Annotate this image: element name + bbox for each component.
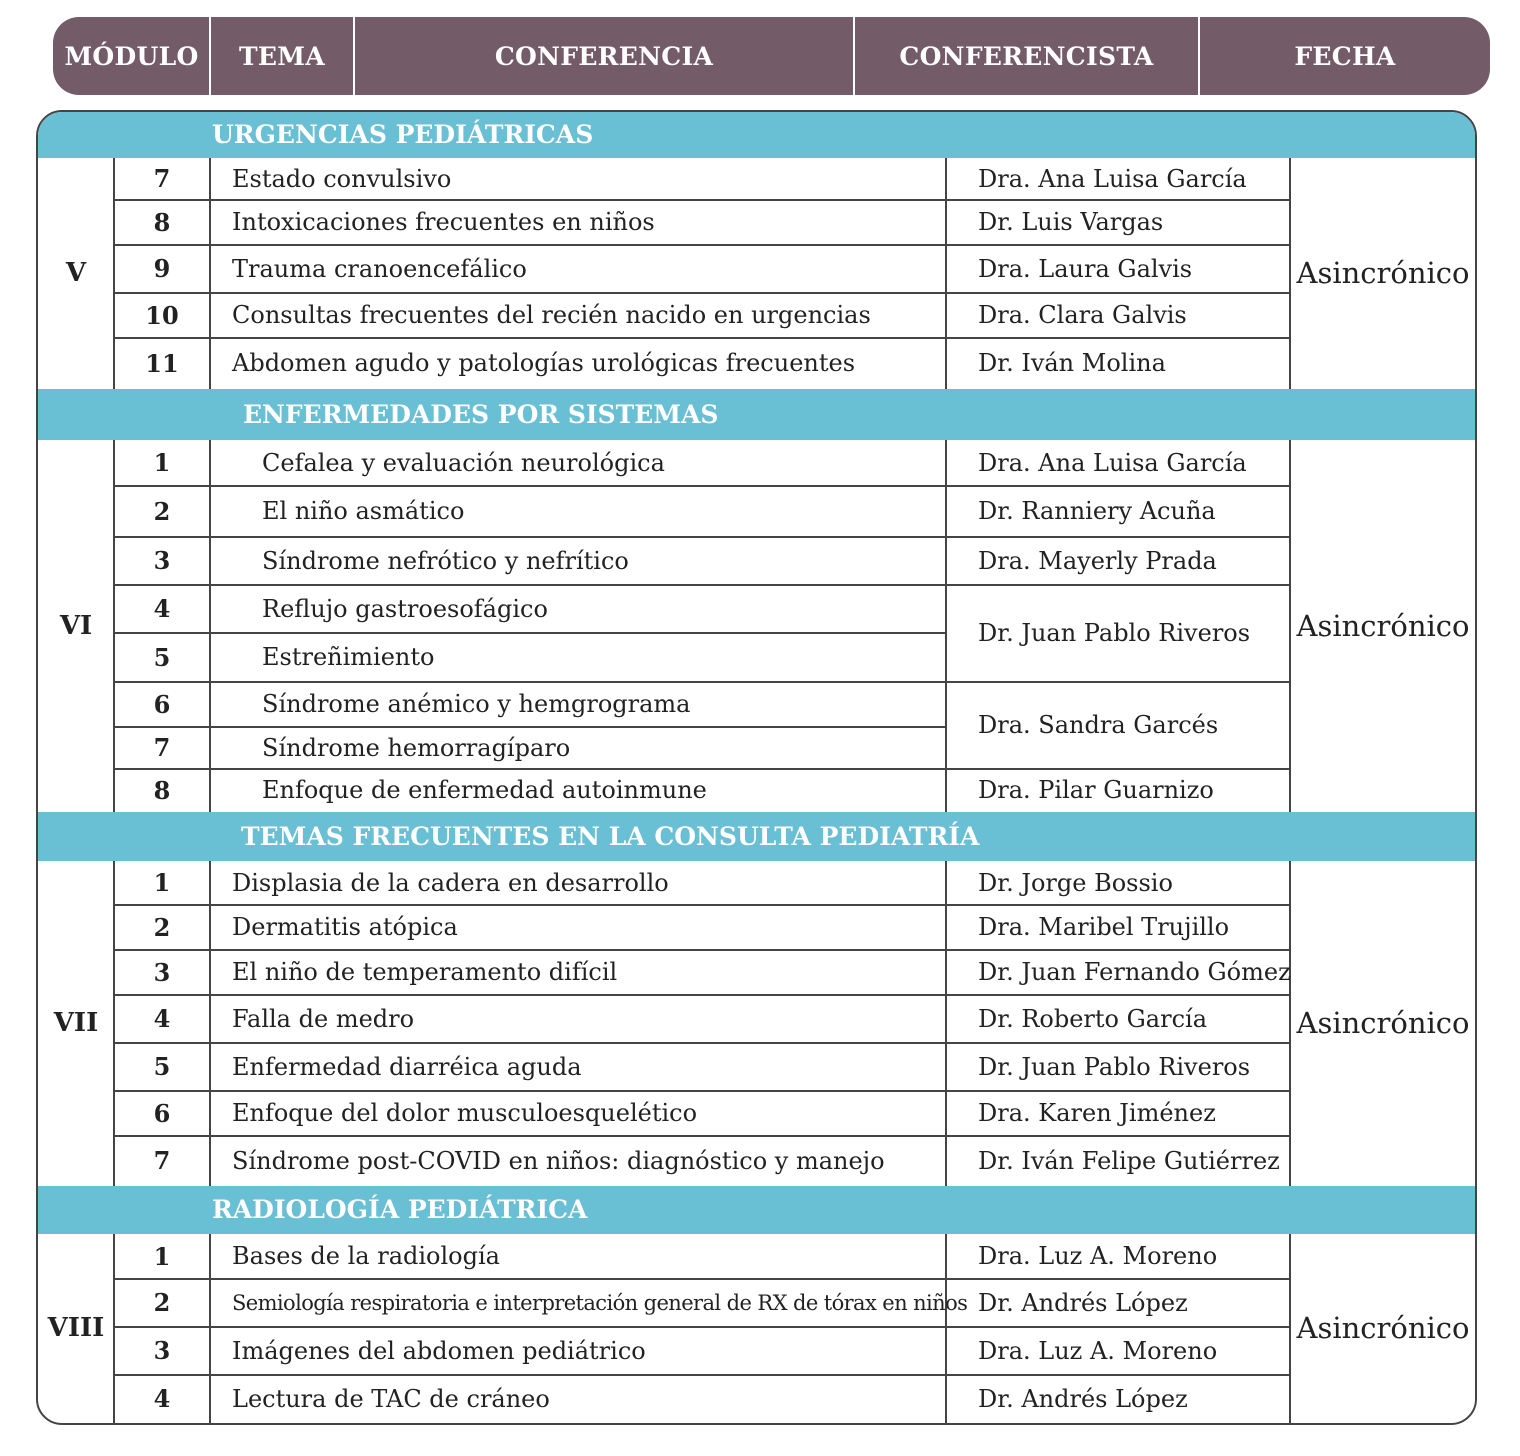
conference-title: Síndrome hemorragíparo — [262, 734, 571, 762]
header-modulo: MÓDULO — [64, 41, 199, 71]
tema-number: 10 — [145, 301, 179, 330]
tema-number: 3 — [153, 1336, 171, 1365]
column-divider — [945, 861, 947, 1186]
conference-title: Displasia de la cadera en desarrollo — [232, 869, 669, 897]
conference-title: Síndrome nefrótico y nefrítico — [262, 547, 629, 575]
conference-title: Falla de medro — [232, 1005, 415, 1033]
speaker-name: Dr. Roberto García — [978, 1005, 1207, 1033]
tema-number: 5 — [153, 643, 171, 672]
module-label: VIII — [47, 1313, 105, 1343]
tema-number: 4 — [153, 1004, 171, 1033]
speaker-name: Dra. Luz A. Moreno — [978, 1242, 1218, 1270]
tema-number: 2 — [153, 913, 171, 942]
section-title: TEMAS FRECUENTES EN LA CONSULTA PEDIATRÍA — [241, 821, 980, 851]
conference-title: Semiología respiratoria e interpretación general de RX de tórax en niños — [232, 1291, 968, 1315]
tema-number: 3 — [153, 546, 171, 575]
tema-number: 3 — [153, 958, 171, 987]
tema-number: 8 — [153, 208, 171, 237]
conference-title: Lectura de TAC de cráneo — [232, 1385, 550, 1413]
section-title: RADIOLOGÍA PEDIÁTRICA — [212, 1195, 588, 1224]
conference-title: Enfoque de enfermedad autoinmune — [262, 776, 707, 804]
speaker-name: Dra. Mayerly Prada — [978, 547, 1217, 575]
fecha-value: Asincrónico — [1296, 609, 1470, 643]
module-label: VI — [59, 611, 93, 641]
fecha-value: Asincrónico — [1296, 1311, 1470, 1345]
speaker-name: Dra. Sandra Garcés — [978, 711, 1219, 739]
tema-number: 4 — [153, 594, 171, 623]
header-fecha: FECHA — [1294, 41, 1396, 71]
tema-number: 1 — [153, 868, 171, 897]
tema-number: 5 — [153, 1052, 171, 1081]
header-tema: TEMA — [239, 41, 325, 71]
section-title: URGENCIAS PEDIÁTRICAS — [212, 120, 594, 149]
speaker-name: Dra. Laura Galvis — [978, 255, 1193, 283]
speaker-name: Dra. Karen Jiménez — [978, 1099, 1216, 1127]
conference-title: Bases de la radiología — [232, 1242, 500, 1270]
fecha-value: Asincrónico — [1296, 1006, 1470, 1040]
speaker-name: Dra. Pilar Guarnizo — [978, 776, 1214, 804]
conference-title: Trauma cranoencefálico — [232, 255, 527, 283]
tema-number: 1 — [153, 1242, 171, 1271]
row-divider — [114, 632, 946, 634]
speaker-name: Dr. Luis Vargas — [978, 208, 1164, 236]
conference-title: Estreñimiento — [262, 643, 435, 671]
speaker-name: Dr. Iván Felipe Gutiérrez — [978, 1147, 1280, 1175]
section-title: ENFERMEDADES POR SISTEMAS — [243, 399, 719, 429]
module-label: VII — [53, 1008, 99, 1038]
conference-title: El niño de temperamento difícil — [232, 958, 618, 986]
speaker-name: Dra. Ana Luisa García — [978, 449, 1247, 477]
tema-number: 1 — [153, 448, 171, 477]
tema-number: 2 — [153, 1288, 171, 1317]
tema-number: 6 — [153, 690, 171, 719]
speaker-name: Dr. Jorge Bossio — [978, 869, 1173, 897]
conference-title: Síndrome anémico y hemgrograma — [262, 690, 691, 718]
table-header — [53, 17, 1490, 95]
speaker-name: Dra. Clara Galvis — [978, 301, 1187, 329]
speaker-name: Dr. Andrés López — [978, 1289, 1188, 1317]
conference-title: Reflujo gastroesofágico — [262, 595, 548, 623]
speaker-name: Dr. Ranniery Acuña — [978, 497, 1216, 525]
fecha-value: Asincrónico — [1296, 256, 1470, 290]
conference-title: Estado convulsivo — [232, 165, 452, 193]
conference-title: Cefalea y evaluación neurológica — [262, 449, 665, 477]
conference-title: Enfermedad diarréica aguda — [232, 1053, 582, 1081]
speaker-name: Dr. Juan Fernando Gómez — [978, 958, 1291, 986]
header-conferencista: CONFERENCISTA — [899, 41, 1154, 71]
tema-number: 4 — [153, 1384, 171, 1413]
tema-number: 7 — [153, 164, 171, 193]
conference-title: El niño asmático — [262, 497, 465, 525]
conference-title: Dermatitis atópica — [232, 913, 458, 941]
tema-number: 7 — [153, 1146, 171, 1175]
conference-title: Síndrome post-COVID en niños: diagnóstico y manejo — [232, 1147, 885, 1175]
module-label: V — [65, 258, 87, 288]
tema-number: 11 — [145, 349, 179, 378]
tema-number: 2 — [153, 497, 171, 526]
column-divider — [945, 440, 947, 812]
speaker-name: Dr. Andrés López — [978, 1385, 1188, 1413]
conference-title: Abdomen agudo y patologías urológicas frecuentes — [232, 349, 856, 377]
schedule-table — [36, 110, 1477, 1425]
speaker-name: Dra. Maribel Trujillo — [978, 913, 1230, 941]
conference-title: Consultas frecuentes del recién nacido en urgencias — [232, 301, 871, 329]
conference-title: Enfoque del dolor musculoesquelético — [232, 1099, 698, 1127]
column-divider — [945, 1234, 947, 1423]
tema-number: 9 — [153, 254, 171, 283]
row-divider — [114, 485, 946, 487]
speaker-name: Dra. Luz A. Moreno — [978, 1337, 1218, 1365]
conference-title: Intoxicaciones frecuentes en niños — [232, 208, 655, 236]
conference-title: Imágenes del abdomen pediátrico — [232, 1337, 646, 1365]
speaker-name: Dr. Juan Pablo Riveros — [978, 619, 1251, 647]
speaker-name: Dra. Ana Luisa García — [978, 165, 1247, 193]
tema-number: 7 — [153, 733, 171, 762]
speaker-name: Dr. Juan Pablo Riveros — [978, 1053, 1251, 1081]
column-divider — [945, 158, 947, 389]
tema-number: 8 — [153, 776, 171, 805]
speaker-name: Dr. Iván Molina — [978, 349, 1166, 377]
header-conferencia: CONFERENCIA — [494, 41, 714, 71]
tema-number: 6 — [153, 1099, 171, 1128]
